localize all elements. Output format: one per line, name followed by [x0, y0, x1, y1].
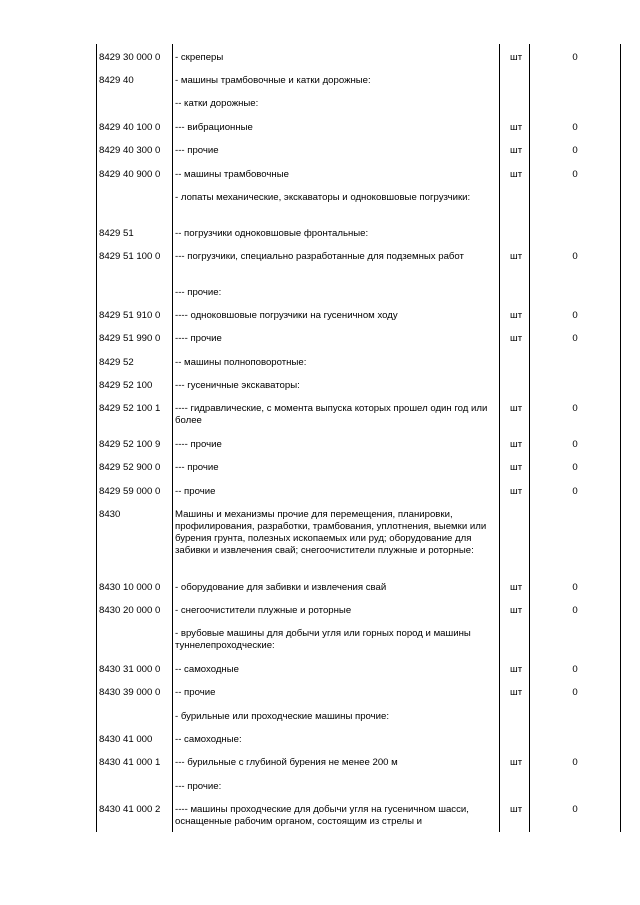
unit-cell: шт — [510, 687, 523, 698]
duty-rate-cell: 0 — [572, 403, 578, 414]
column-divider — [529, 44, 530, 832]
column-divider — [172, 44, 173, 832]
column-divider — [620, 44, 621, 832]
tariff-code-cell: 8429 51 — [99, 228, 134, 239]
tariff-code-cell: 8430 — [99, 509, 121, 520]
description-cell: -- прочие — [175, 687, 216, 698]
description-cell: --- гусеничные экскаваторы: — [175, 380, 300, 391]
description-cell: -- машины трамбовочные — [175, 169, 289, 180]
tariff-code-cell: 8429 51 100 0 — [99, 251, 161, 262]
description-cell: ---- одноковшовые погрузчики на гусеничном ходу — [175, 310, 398, 321]
duty-rate-cell: 0 — [572, 439, 578, 450]
duty-rate-cell: 0 — [572, 145, 578, 156]
description-cell: - бурильные или проходческие машины прочие: — [175, 711, 390, 722]
tariff-code-cell: 8429 52 100 — [99, 380, 153, 391]
duty-rate-cell: 0 — [572, 333, 578, 344]
unit-cell: шт — [510, 804, 523, 815]
unit-cell: шт — [510, 582, 523, 593]
unit-cell: шт — [510, 486, 523, 497]
description-cell: - снегоочистители плужные и роторные — [175, 605, 352, 616]
tariff-code-cell: 8429 40 300 0 — [99, 145, 161, 156]
unit-cell: шт — [510, 605, 523, 616]
tariff-code-cell: 8429 30 000 0 — [99, 52, 161, 63]
unit-cell: шт — [510, 439, 523, 450]
tariff-code-cell: 8429 52 100 9 — [99, 439, 161, 450]
tariff-code-cell: 8429 40 — [99, 75, 134, 86]
tariff-code-cell: 8429 51 910 0 — [99, 310, 161, 321]
unit-cell: шт — [510, 251, 523, 262]
duty-rate-cell: 0 — [572, 486, 578, 497]
description-cell: -- самоходные — [175, 664, 239, 675]
duty-rate-cell: 0 — [572, 582, 578, 593]
description-cell: -- прочие — [175, 486, 216, 497]
unit-cell: шт — [510, 403, 523, 414]
description-cell: -- машины полноповоротные: — [175, 357, 307, 368]
unit-cell: шт — [510, 664, 523, 675]
description-cell: ---- гидравлические, с момента выпуска которых прошел один год или более — [175, 403, 488, 426]
unit-cell: шт — [510, 122, 523, 133]
tariff-code-cell: 8430 41 000 2 — [99, 804, 161, 815]
description-cell: - машины трамбовочные и катки дорожные: — [175, 75, 371, 86]
tariff-code-cell: 8430 20 000 0 — [99, 605, 161, 616]
tariff-code-cell: 8429 40 900 0 — [99, 169, 161, 180]
tariff-code-cell: 8430 10 000 0 — [99, 582, 161, 593]
description-cell: -- самоходные: — [175, 734, 242, 745]
unit-cell: шт — [510, 757, 523, 768]
duty-rate-cell: 0 — [572, 122, 578, 133]
description-cell: - скреперы — [175, 52, 224, 63]
unit-cell: шт — [510, 169, 523, 180]
tariff-code-cell: 8429 52 100 1 — [99, 403, 161, 414]
duty-rate-cell: 0 — [572, 310, 578, 321]
duty-rate-cell: 0 — [572, 804, 578, 815]
duty-rate-cell: 0 — [572, 664, 578, 675]
description-cell: -- катки дорожные: — [175, 98, 259, 109]
description-cell: --- прочие — [175, 145, 219, 156]
unit-cell: шт — [510, 145, 523, 156]
duty-rate-cell: 0 — [572, 169, 578, 180]
description-cell: --- прочие — [175, 462, 219, 473]
description-cell: ---- прочие — [175, 333, 222, 344]
description-cell: -- погрузчики одноковшовые фронтальные: — [175, 228, 369, 239]
tariff-code-cell: 8430 41 000 1 — [99, 757, 161, 768]
tariff-code-cell: 8429 51 990 0 — [99, 333, 161, 344]
duty-rate-cell: 0 — [572, 251, 578, 262]
description-cell: --- прочие: — [175, 287, 222, 298]
description-cell: - оборудование для забивки и извлечения свай — [175, 582, 387, 593]
description-cell: ---- прочие — [175, 439, 222, 450]
description-cell: ---- машины проходческие для добычи угля на гусеничном шасси, оснащенные рабочим органом, состоящим из стрелы и — [175, 804, 469, 827]
unit-cell: шт — [510, 333, 523, 344]
tariff-code-cell: 8430 31 000 0 — [99, 664, 161, 675]
tariff-code-cell: 8429 59 000 0 — [99, 486, 161, 497]
tariff-code-cell: 8430 39 000 0 — [99, 687, 161, 698]
duty-rate-cell: 0 — [572, 462, 578, 473]
duty-rate-cell: 0 — [572, 52, 578, 63]
tariff-code-cell: 8429 52 900 0 — [99, 462, 161, 473]
description-cell: - лопаты механические, экскаваторы и одноковшовые погрузчики: — [175, 192, 471, 203]
column-divider — [499, 44, 500, 832]
duty-rate-cell: 0 — [572, 757, 578, 768]
description-cell: --- бурильные с глубиной бурения не менее 200 м — [175, 757, 398, 768]
unit-cell: шт — [510, 462, 523, 473]
tariff-code-cell: 8430 41 000 — [99, 734, 153, 745]
description-cell: --- вибрационные — [175, 122, 253, 133]
description-cell: --- прочие: — [175, 781, 222, 792]
tariff-code-cell: 8429 52 — [99, 357, 134, 368]
duty-rate-cell: 0 — [572, 687, 578, 698]
tariff-code-cell: 8429 40 100 0 — [99, 122, 161, 133]
duty-rate-cell: 0 — [572, 605, 578, 616]
description-cell: Машины и механизмы прочие для перемещения, планировки, профилирования, разработки, трамбования, уплотнения, выемки или бурения грунта, полезных ископаемых или руд; оборудование для забивки и извлечения свай; снегоочистители плужные и роторные: — [175, 509, 487, 556]
description-cell: --- погрузчики, специально разработанные для подземных работ — [175, 251, 464, 262]
unit-cell: шт — [510, 52, 523, 63]
unit-cell: шт — [510, 310, 523, 321]
description-cell: - врубовые машины для добычи угля или горных пород и машины туннелепроходческие: — [175, 628, 471, 651]
column-divider — [96, 44, 97, 832]
